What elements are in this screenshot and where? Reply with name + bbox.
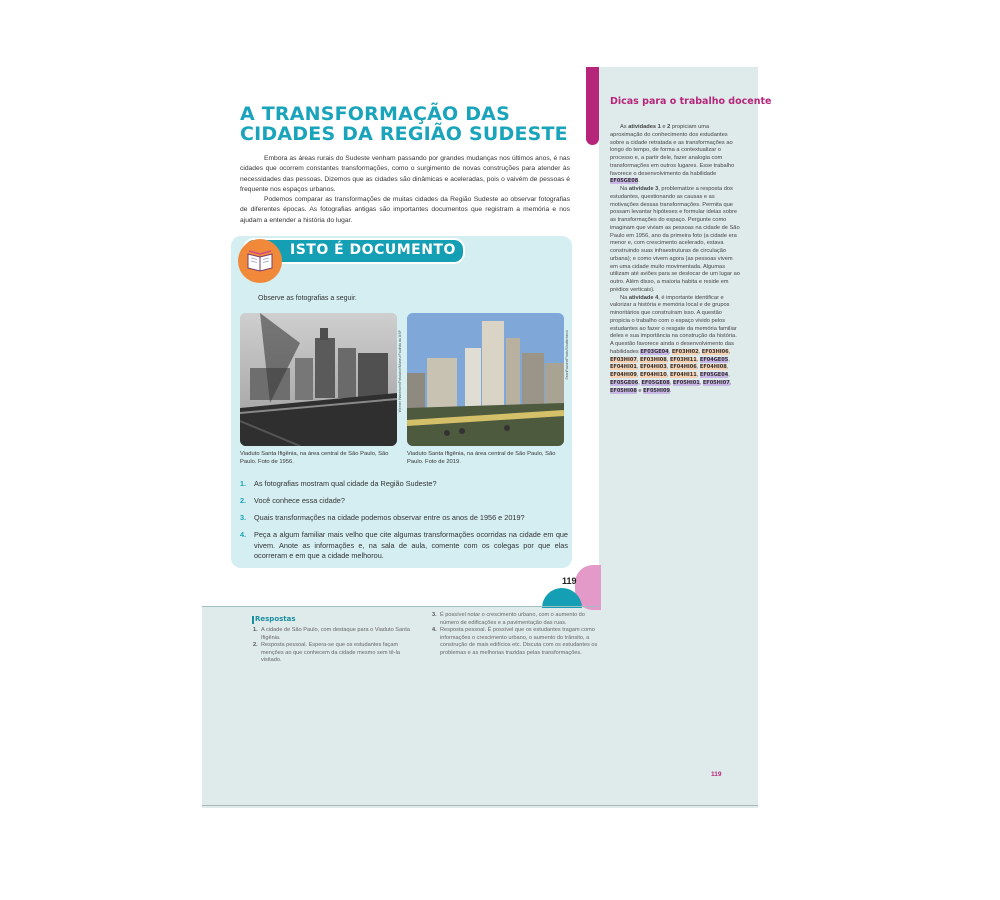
- answer-text: A cidade de São Paulo, com destaque para o Viaduto Santa Ifigênia.: [261, 627, 410, 641]
- answer-1: [253, 627, 421, 642]
- divider: [202, 805, 758, 806]
- answer-number: 3.: [432, 612, 437, 618]
- photo-1956-caption: Viaduto Santa Ifigênia, na área central de São Paulo, São Paulo. Foto de 1956.: [240, 451, 389, 465]
- photo-1956: [240, 313, 397, 446]
- answer-text: Resposta pessoal. É possível que os estudantes tragam como informações o crescimento urbano, o aumento do trânsito, a construção de mais edifícios etc. Discuta com os estudantes os problemas e as melhorias trazidas pelas transformações.: [440, 627, 598, 656]
- skill-code: EF04HI03: [639, 364, 667, 371]
- answer-text: Resposta pessoal. Espera-se que os estudantes façam menções ao que conhecem da cidade mesmo sem tê-la visitado.: [261, 642, 400, 663]
- skill-code: EF04HI10: [639, 372, 667, 378]
- photo-2019-credit: SeanPavonePhoto/Shutterstock: [565, 330, 569, 380]
- skill-code: EF05HI07: [702, 379, 730, 386]
- skill-code: EF05HI08: [610, 387, 637, 394]
- answer-4: [432, 627, 598, 657]
- skill-code: EF05HI01: [672, 379, 700, 386]
- page-title: A TRANSFORMAÇÃO DAS CIDADES DA REGIÃO SUDESTE: [240, 103, 568, 145]
- question-text: As fotografias mostram qual cidade da Região Sudeste?: [254, 479, 437, 488]
- skill-code: EF04HI09: [610, 372, 637, 378]
- magenta-tab: [586, 67, 599, 145]
- student-page-number: 119: [562, 576, 577, 586]
- skill-code: EF05GE08: [641, 379, 670, 386]
- section-label: ISTO É DOCUMENTO: [290, 242, 456, 258]
- question-number: 2.: [240, 496, 247, 505]
- skill-code: EF03HI08: [639, 356, 667, 363]
- answers-title: Respostas: [255, 615, 296, 623]
- skill-code: EF03GE04: [640, 348, 669, 355]
- tips-paragraph-3: Na atividade 4, é importante identificar e valorizar a história e memória local e de grupos minoritários que construíram isso. A questão propicia o trabalho com o espaço vivido pelos estudantes ao fazer o resgate da memória familiar deles e sua importância na construção da história. A questão favorece ainda o desenvolvimento das habilidades EF03GE04, EF03HI02, EF03HI06, EF03HI07, EF03HI08, EF03HI11, EF04GE05, EF04HI01, EF04HI03, EF04HI06, EF04HI08, EF04HI09, EF04HI10, EF04HI11, EF05GE04, EF05GE06, EF05GE08, EF05HI01, EF05HI07, EF05HI08 e EF05HI09.: [610, 294, 737, 394]
- skill-code: EF05GE04: [699, 372, 729, 378]
- question-3: [240, 513, 568, 524]
- question-number: 4.: [240, 530, 247, 539]
- tips-paragraph-1: As atividades 1 e 2 propiciam uma aproximação do conhecimento dos estudantes sobre a cidade retratada e as transformações ao longo do tempo, de forma a contextualizar o processo e, a partir dele, fazer analogia com transformações em outros lugares. Esse trabalho favorece o desenvolvimento da habilidade EF05GE08.: [610, 124, 735, 185]
- question-text: Quais transformações na cidade podemos observar entre os anos de 1956 e 2019?: [254, 513, 525, 522]
- photo-1956-image: [240, 313, 397, 446]
- skill-code: EF04HI11: [669, 372, 697, 378]
- intro-text: [240, 154, 570, 226]
- answer-text: É possível notar o crescimento urbano, com o aumento do número de edificações e a pavimentação das ruas.: [440, 612, 585, 626]
- photo-2019-caption: Viaduto Santa Ifigênia, na área central de São Paulo, São Paulo. Foto de 2019.: [407, 451, 556, 465]
- answers-marker: [252, 616, 254, 624]
- skill-code: EF05HI09: [643, 387, 670, 394]
- book-icon: [246, 248, 274, 272]
- question-2: [240, 496, 568, 507]
- answer-number: 1.: [253, 627, 258, 633]
- answer-3: [432, 612, 598, 627]
- answer-number: 4.: [432, 627, 437, 633]
- question-text: Você conhece essa cidade?: [254, 496, 345, 505]
- teacher-tips-title: Dicas para o trabalho docente: [610, 96, 772, 107]
- skill-code: EF04HI06: [669, 364, 697, 371]
- question-number: 1.: [240, 479, 247, 488]
- question-number: 3.: [240, 513, 247, 522]
- photo-1956-credit: Werner Haberkorn/Fotolabor/Museu Paulista da USP: [398, 330, 402, 413]
- skill-code: EF04GE05: [699, 356, 729, 363]
- skill-code: EF05GE08: [610, 178, 639, 185]
- photo-2019-image: [407, 313, 564, 446]
- answer-2: [253, 642, 421, 665]
- question-4: [240, 530, 568, 562]
- skill-code: EF04HI01: [610, 364, 637, 371]
- skill-code: EF04HI08: [699, 364, 727, 371]
- teacher-tips: [610, 124, 740, 395]
- skill-code: EF03HI11: [669, 356, 697, 363]
- skill-codes-list: EF03GE04, EF03HI02, EF03HI06, EF03HI07, EF03HI08, EF03HI11, EF04GE05, EF04HI01, EF04HI03, EF04HI06, EF04HI08, EF04HI09, EF04HI10, EF04HI11, EF05GE04, EF05GE06, EF05GE08, EF05HI01, EF05HI07, EF05HI08 e EF05HI09.: [610, 348, 732, 394]
- intro-paragraph-2: Podemos comparar as transformações de muitas cidades da Região Sudeste ao observar fotografias de diferentes épocas. As fotografias antigas são importantes documentos que registram a memória e nos ajudam a entender a história do lugar.: [240, 196, 570, 224]
- observe-instruction: Observe as fotografias a seguir.: [258, 295, 357, 302]
- photo-2019: [407, 313, 564, 446]
- answers-column-2: [432, 612, 598, 657]
- intro-paragraph-1: Embora as áreas rurais do Sudeste venham passando por grandes mudanças nos últimos anos, é nas cidades que ocorrem constantes transformações, como o surgimento de novas construções para atender às necessidades das pessoas. Dizemos que as cidades são dinâmicas e aceleradas, pois o vaivém de pessoas é frequente nos espaços urbanos.: [240, 155, 570, 193]
- answers-column-1: [253, 627, 421, 665]
- skill-code: EF05GE06: [610, 379, 639, 386]
- divider: [202, 606, 599, 607]
- skill-code: EF03HI02: [671, 348, 699, 355]
- teacher-page-number: 119: [711, 771, 722, 778]
- answer-number: 2.: [253, 642, 258, 648]
- skill-code: EF03HI06: [701, 348, 729, 355]
- question-text: Peça a algum familiar mais velho que cite algumas transformações ocorridas na cidade em que vivem. Anote as informações e, na sala de aula, comente com os colegas por que elas ocorreram e em que a cidade melhorou.: [254, 530, 568, 561]
- question-1: [240, 479, 568, 490]
- tips-paragraph-2: Na atividade 3, problematize a resposta dos estudantes, questionando as causas e as motivações dessas transformações. Permita que possam levantar hipóteses e formular ideias sobre as transformações do espaço. Pergunte como imaginam que viviam as pessoas na cidade de São Paulo em 1956, ano da primeira foto (a cidade era menor e, com crescimento acelerado, estava construindo suas infraestruturas de circulação urbana); e como vivem agora (as pessoas vivem em uma cidade muito movimentada. Algumas utilizam até aviões para se deslocar de um lugar ao outro. Além disso, a maioria habita e reside em prédios verticais).: [610, 186, 740, 293]
- skill-code: EF03HI07: [610, 356, 637, 363]
